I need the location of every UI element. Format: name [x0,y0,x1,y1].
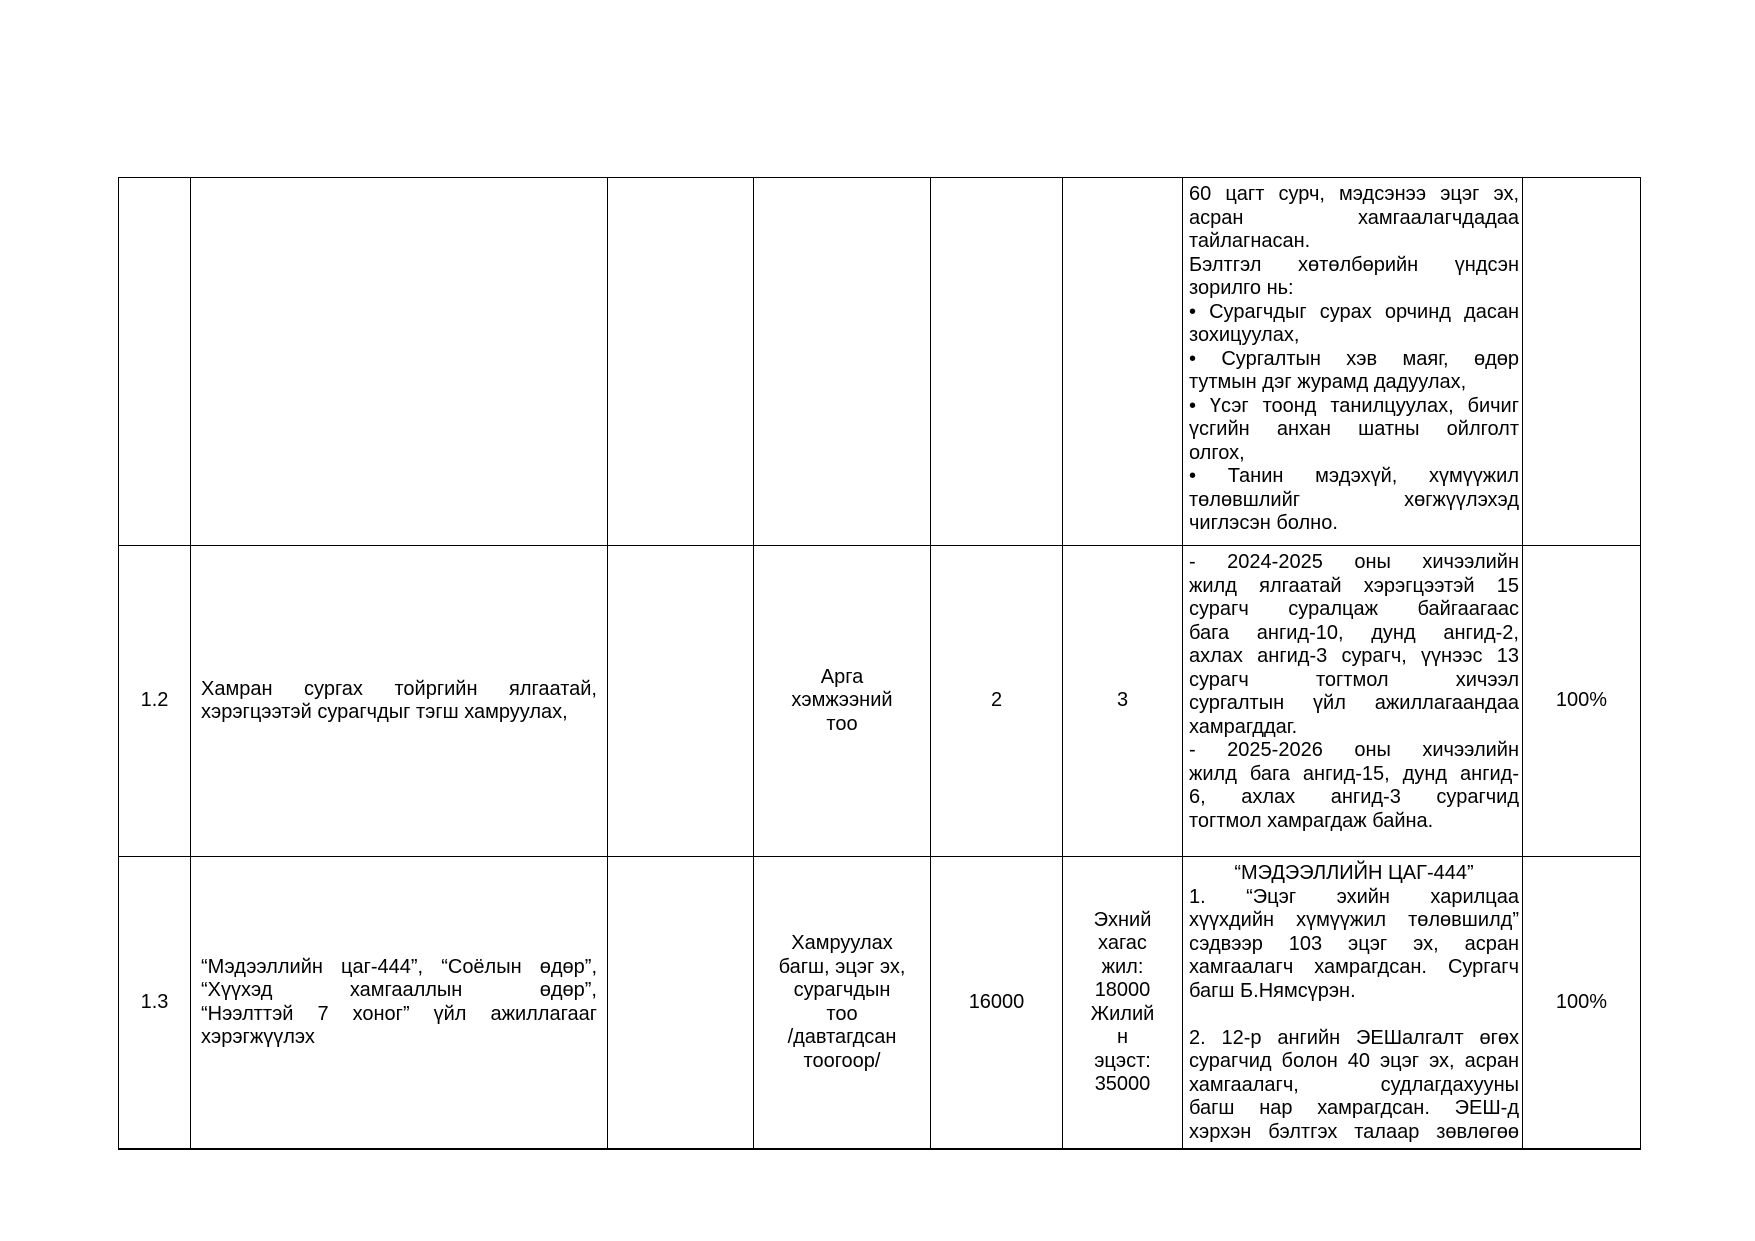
text-line: сурагчид болон 40 эцэг эх, асран [1189,1050,1519,1072]
text-line: “Нээлттэй 7 хоног” үйл ажиллагааг [201,1002,597,1025]
row2-plan-cell: 2 [931,546,1063,857]
text-line: 2. 12-р ангийн ЭЕШалгалт өгөх [1189,1026,1519,1049]
text-line: Арга [820,665,864,688]
text-line: хэрэгжүүлэх [201,1026,315,1048]
text-line: жилд ялгаатай хэрэгцээтэй 15 [1189,574,1519,597]
text-line: бага ангид-10, дунд ангид-2, [1189,621,1519,644]
text-line: тогтмол хамрагдаж байна. [1189,809,1434,832]
row2-activity-cell [191,546,608,857]
text-line: • Танин мэдэхүй, хүмүүжил [1189,465,1519,487]
text-line: 35000 [1094,1073,1151,1095]
text-line: ахлах ангид-3 сурагч, үүнээс 13 [1189,645,1519,667]
text-line [1189,1003,1519,1027]
row1-activity-cell [191,178,608,546]
text-line: тайлагнасан. [1189,230,1311,252]
report-table [118,177,1641,1150]
text-line: • Сурагчдыг сурах орчинд дасан [1189,300,1519,323]
row3-measure-cell [754,857,931,1148]
text-line: 6, ахлах ангид-3 сурагчид [1189,786,1519,808]
text-line: тоогоор/ [803,1049,881,1072]
text-line: • Үсэг тоонд танилцуулах, бичиг [1189,394,1519,417]
row2-measure-cell [754,546,931,857]
text-line: багш, эцэг эх, [778,955,906,978]
text-line: 60 цагт сурч, мэдсэнээ эцэг эх, [1189,183,1519,205]
text-line: хэрхэн бэлтгэх талаар зөвлөгөө [1189,1120,1519,1143]
text-line: “МЭДЭЭЛЛИЙН ЦАГ-444” [1234,862,1474,884]
text-line: сургалтын үйл ажиллагаандаа [1189,692,1519,714]
row2-result-cell [1183,546,1523,857]
text-line: тутмын дэг журамд дадуулах, [1189,371,1467,393]
text-line: 18000 [1094,979,1151,1001]
text-line: асран хамгаалагчдадаа [1189,206,1519,229]
text-line: багш Б.Нямсүрэн. [1189,979,1356,1002]
text-line: чиглэсэн болно. [1189,512,1338,534]
text-line: 1. “Эцэг эхийн харилцаа [1189,885,1519,908]
text-line: - 2024-2025 оны хичээлийн [1189,551,1519,573]
text-line: хамрагддаг. [1189,715,1298,738]
text-line: эцэст: [1094,1049,1151,1072]
text-line: зохицуулах, [1189,324,1300,346]
text-line: • Сургалтын хэв маяг, өдөр [1189,347,1519,370]
text-line: багш нар хамрагдсан. ЭЕШ-д [1189,1097,1519,1119]
row2-target-cell: 3 [1063,546,1183,857]
text-line: Хамруулах [791,932,893,954]
row1-number-cell [119,178,191,546]
text-line: хэмжээний [791,689,893,712]
text-line: төлөвшлийг хөгжүүлэхэд [1189,488,1519,511]
text-line: Эхний [1093,908,1152,931]
text-line: сурагчдын [793,979,891,1001]
text-line: н [1116,1026,1129,1048]
row1-result-cell [1183,178,1523,546]
row3-percent-cell: 100% [1523,857,1641,1148]
row2-number-cell: 1.2 [119,546,191,857]
text-line: үсгийн анхан шатны ойлголт [1189,418,1519,440]
text-line: жил: [1101,955,1144,978]
row3-target-cell [1063,857,1183,1148]
row3-activity-cell [191,857,608,1148]
row1-plan-cell [931,178,1063,546]
text-line: зорилго нь: [1189,277,1294,299]
text-line: “Хүүхэд хамгааллын өдөр”, [201,979,597,1001]
text-line: Хамран сургах тойргийн ялгаатай, [201,677,597,700]
row1-percent-cell [1523,178,1641,546]
row3-spare-cell [608,857,754,1148]
row3-plan-cell: 16000 [931,857,1063,1148]
row2-percent-cell: 100% [1523,546,1641,857]
text-line: хамгаалагч, судлагдахууны [1189,1073,1519,1096]
row3-result-cell [1183,857,1523,1148]
text-line: Жилий [1090,1002,1155,1025]
text-line: Бэлтгэл хөтөлбөрийн үндсэн [1189,253,1519,276]
row1-target-cell [1063,178,1183,546]
text-line: сэдвээр 103 эцэг эх, асран [1189,932,1519,955]
row1-measure-cell [754,178,931,546]
row2-spare-cell [608,546,754,857]
text-line: хамгаалагч хамрагдсан. Сургагч [1189,956,1519,978]
text-line: тоо [826,1002,858,1025]
text-line: сурагч суралцаж байгаагаас [1189,598,1519,620]
text-line: жилд бага ангид-15, дунд ангид- [1189,762,1519,785]
text-line: хагас [1098,932,1147,954]
text-line: сурагч тогтмол хичээл [1189,668,1519,691]
row1-spare-cell [608,178,754,546]
text-line: хүүхдийн хүмүүжил төлөвшилд” [1189,909,1519,931]
text-line: хэрэгцээтэй сурагчдыг тэгш хамруулах, [201,701,568,723]
text-line: /давтагдсан [787,1026,897,1048]
text-line: “Мэдээллийн цаг-444”, “Соёлын өдөр”, [201,955,597,978]
text-line: тоо [826,712,858,735]
text-line: - 2025-2026 оны хичээлийн [1189,739,1519,761]
text-line: олгох, [1189,441,1245,464]
row3-number-cell: 1.3 [119,857,191,1148]
